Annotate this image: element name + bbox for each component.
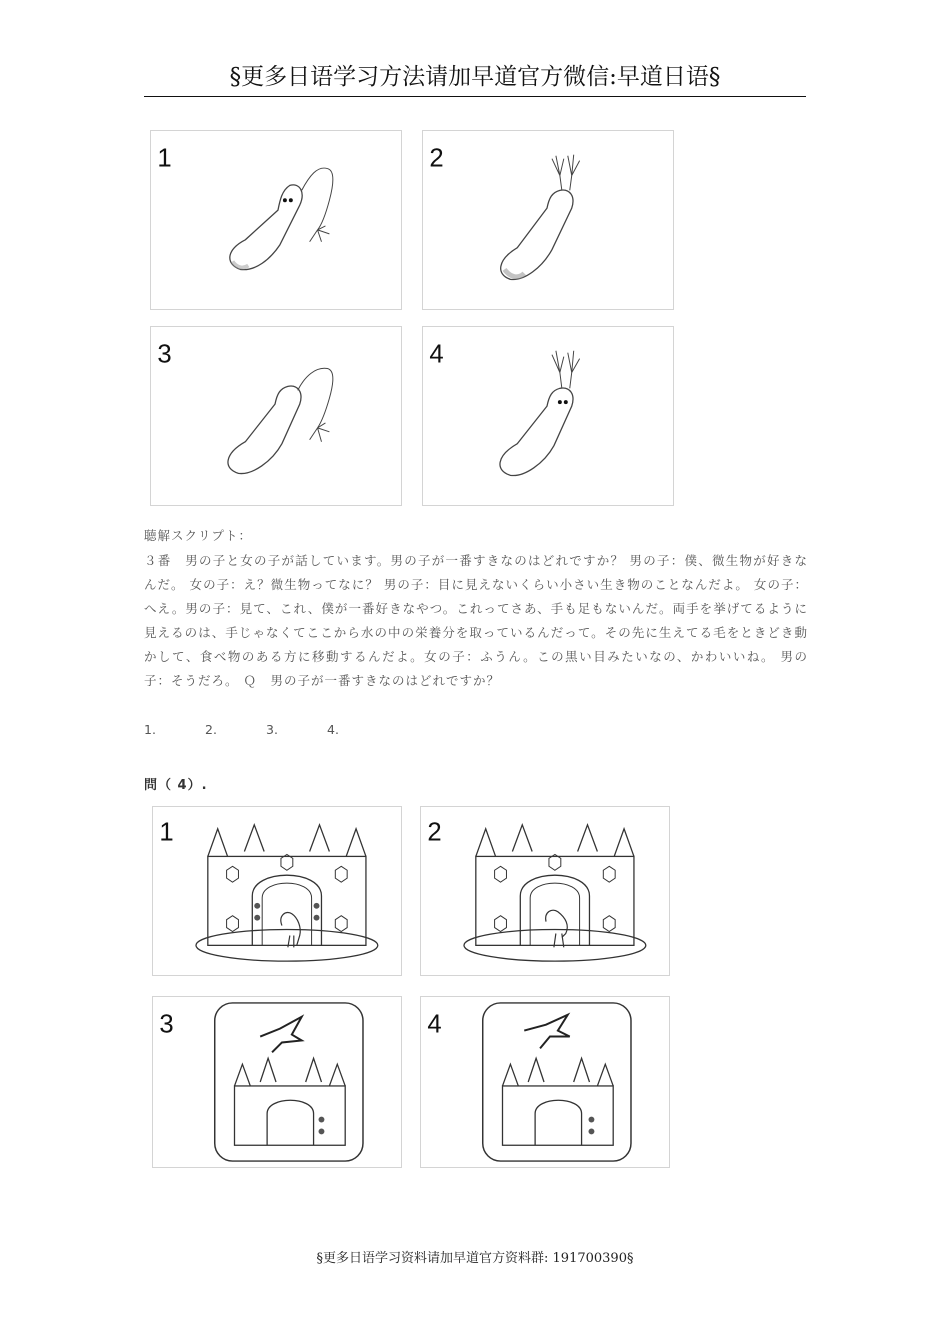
listening-script [144,525,808,693]
panel-number: 3 [157,340,172,369]
framed-castle-with-bird-above-illustration [153,997,401,1167]
microorganism-with-tail-illustration [151,327,401,505]
panel-number: 2 [427,818,442,847]
page-header: §更多日语学习方法请加早道官方微信:早道日语§ [144,62,806,97]
microorganism-with-eyes-and-tail-illustration [151,131,401,309]
figure2-panel-2 [420,806,670,976]
figure1-panel-3 [150,326,402,506]
figure1-panel-2 [422,130,674,310]
panel-number: 4 [429,340,444,369]
script-title: 聴解スクリプト： [144,528,253,543]
panel-number: 2 [429,144,444,173]
panel-number: 3 [159,1010,174,1039]
microorganism-with-arms-illustration [423,131,673,309]
castle-with-perched-bird-illustration [153,807,401,975]
figure1-panel-1 [150,130,402,310]
choice-2: 2. [205,722,217,737]
script-body: ３番 男の子と女の子が話しています。男の子が一番すきなのはどれですか？ 男の子：僕、微生物が好きなんだ。 女の子：え？微生物ってなに？ 男の子：目に見えないくらい小さい生き物のことなんだよ。 女の子：へえ。男の子：見て、これ、僕が一番好きなやつ。これってさあ、手も足もないんだ。両手を挙げてるように見えるのは、手じゃなくてここから水の中の栄養分を取っているんだって。その先に生えてる毛をときどき動かして、食べ物のある方に移動するんだよ。女の子：ふうん。この黒い目みたいなの、かわいいね。 男の子：そうだろ。 Ｑ 男の子が一番すきなのはどれですか？ [144,553,808,688]
figure2-panel-3 [152,996,402,1168]
castle-with-standing-bird-illustration [421,807,669,975]
choice-4: 4. [327,722,339,737]
choice-1: 1. [144,722,156,737]
panel-number: 4 [427,1010,442,1039]
figure2-panel-4 [420,996,670,1168]
microorganism-with-eyes-and-arms-illustration [423,327,673,505]
panel-number: 1 [157,144,172,173]
answer-choices [144,722,544,737]
choice-3: 3. [266,722,278,737]
figure2-panel-1 [152,806,402,976]
question-label: 問（ 4）. [144,778,208,793]
page-footer: §更多日语学习资料请加早道官方资料群: 191700390§ [316,1251,634,1266]
panel-number: 1 [159,818,174,847]
framed-castle-with-flying-bird-illustration [421,997,669,1167]
figure1-panel-4 [422,326,674,506]
